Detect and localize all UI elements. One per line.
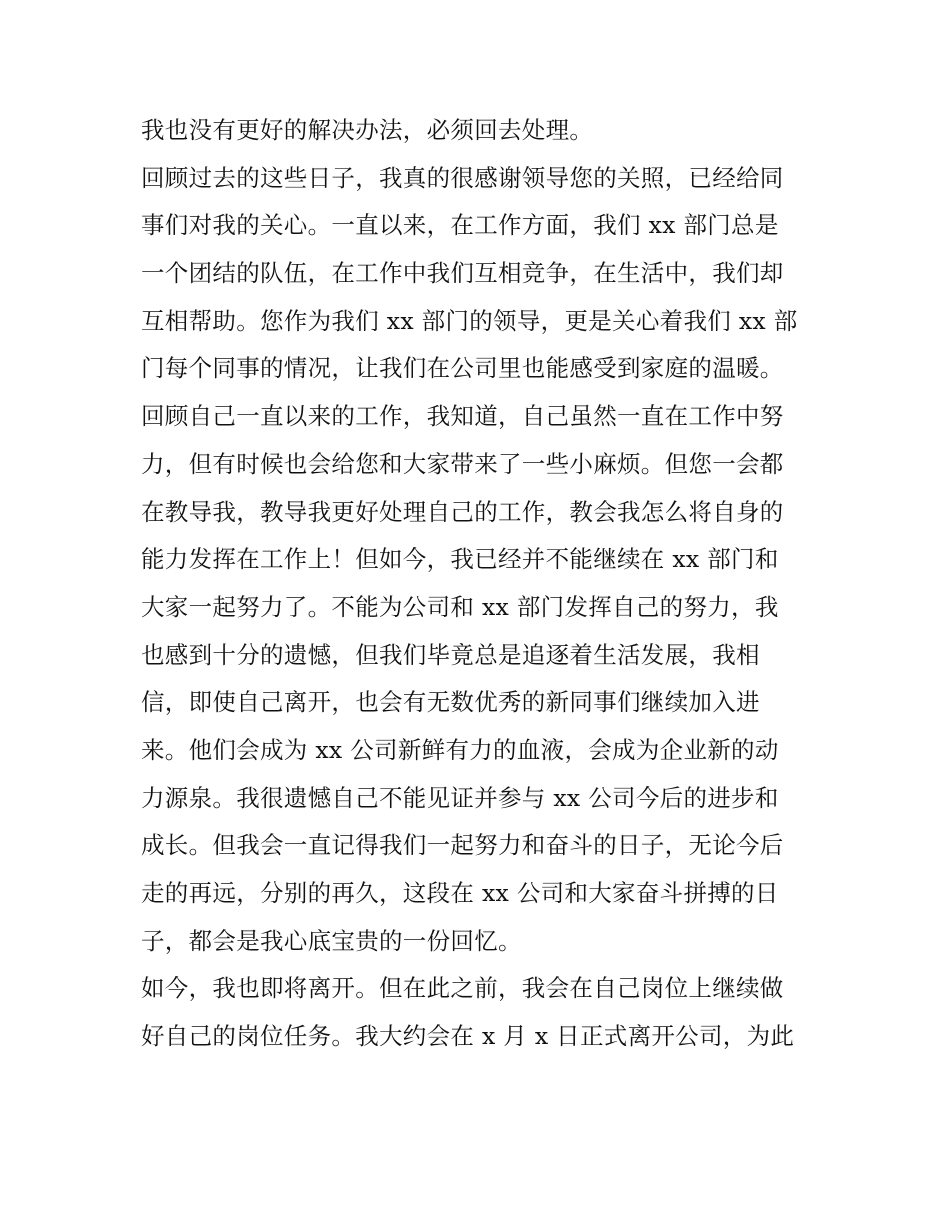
text-line: 子，都会是我心底宝贵的一份回忆。 [141, 926, 522, 955]
text-line: 互相帮助。您作为我们 xx 部门的领导，更是关心着我们 xx 部 [141, 306, 798, 335]
text-line: 如今，我也即将离开。但在此之前，我会在自己岗位上继续做 [141, 974, 784, 1003]
text-line: 大家一起努力了。不能为公司和 xx 部门发挥自己的努力，我 [141, 592, 779, 621]
text-line: 力，但有时候也会给您和大家带来了一些小麻烦。但您一会都 [141, 449, 784, 478]
text-line: 也感到十分的遗憾，但我们毕竟总是追逐着生活发展，我相 [141, 640, 760, 669]
text-line: 成长。但我会一直记得我们一起努力和奋斗的日子，无论今后 [141, 831, 784, 860]
letter-body [141, 107, 813, 1061]
text-line: 能力发挥在工作上！但如今，我已经并不能继续在 xx 部门和 [141, 545, 779, 574]
text-line: 好自己的岗位任务。我大约会在 x 月 x 日正式离开公司，为此 [141, 1022, 795, 1051]
text-line: 回顾自己一直以来的工作，我知道，自己虽然一直在工作中努 [141, 402, 784, 431]
text-line: 事们对我的关心。一直以来，在工作方面，我们 xx 部门总是 [141, 211, 779, 240]
text-line: 来。他们会成为 xx 公司新鲜有力的血液，会成为企业新的动 [141, 735, 779, 764]
text-line: 一个团结的队伍，在工作中我们互相竞争，在生活中，我们却 [141, 259, 784, 288]
text-line: 信，即使自己离开，也会有无数优秀的新同事们继续加入进 [141, 688, 760, 717]
text-line: 力源泉。我很遗憾自己不能见证并参与 xx 公司今后的进步和 [141, 783, 779, 812]
text-line: 回顾过去的这些日子，我真的很感谢领导您的关照，已经给同 [141, 163, 784, 192]
text-line: 走的再远，分别的再久，这段在 xx 公司和大家奋斗拼搏的日 [141, 879, 779, 907]
text-line: 我也没有更好的解决办法，必须回去处理。 [141, 116, 594, 144]
text-line: 在教导我，教导我更好处理自己的工作，教会我怎么将自身的 [141, 497, 784, 526]
text-line: 门每个同事的情况，让我们在公司里也能感受到家庭的温暖。 [141, 354, 784, 383]
